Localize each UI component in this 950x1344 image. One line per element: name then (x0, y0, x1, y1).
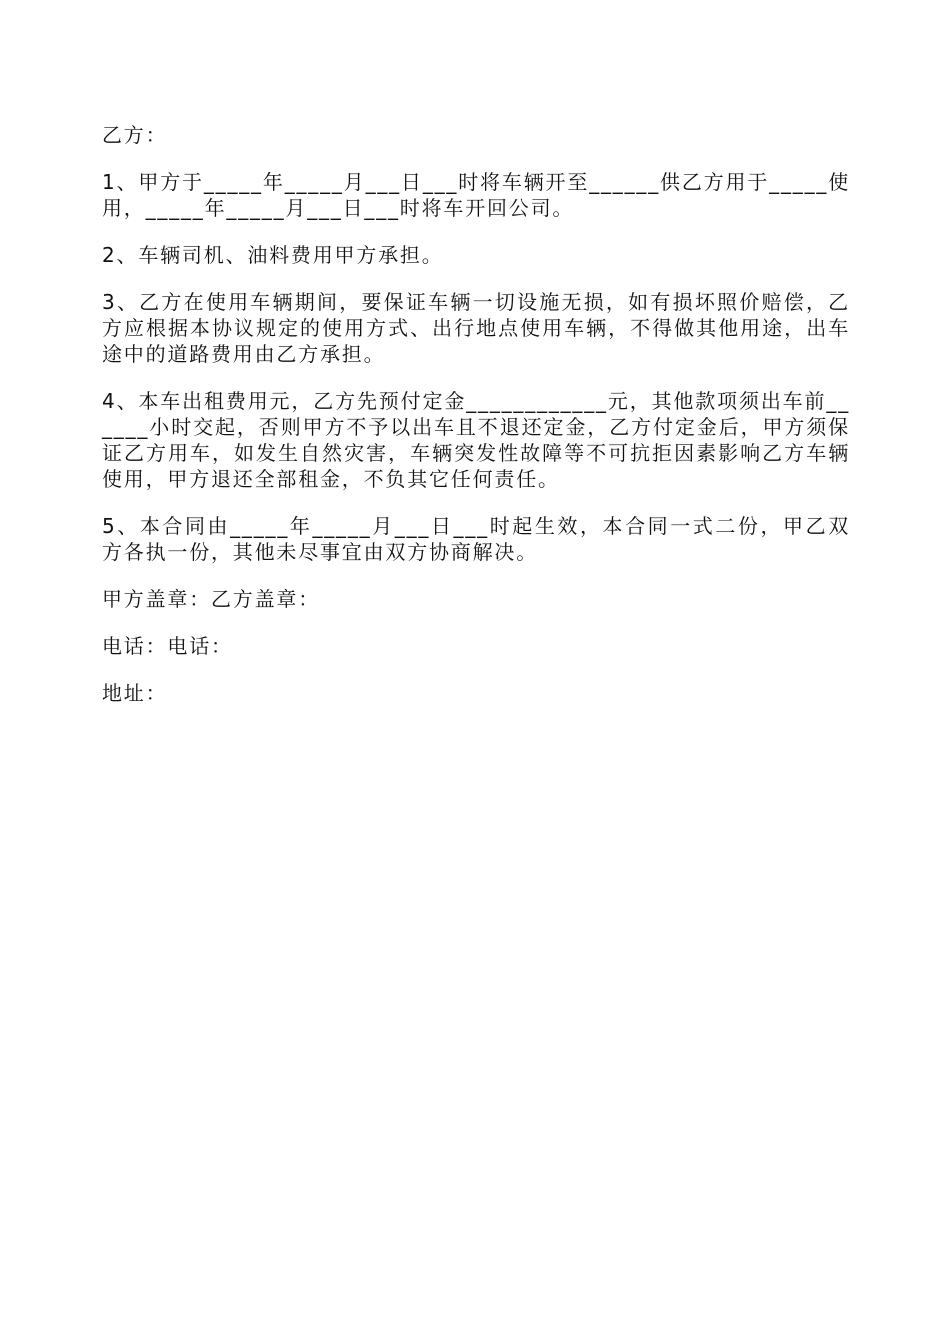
seals-line: 甲方盖章：乙方盖章： (102, 587, 320, 611)
clause-4: 4、本车出租费用元，乙方先预付定金____________元，其他款项须出车前______小时交起，否则甲方不予以出车且不退还定金，乙方付定金后，甲方须保证乙方用车，如发生自然灾害，车辆突发性故障等不可抗拒因素影响乙方车辆使用，甲方退还全部租金，不负其它任何责任。 (102, 389, 850, 491)
contract-body (102, 122, 850, 727)
clause-3: 3、乙方在使用车辆期间，要保证车辆一切设施无损，如有损坏照价赔偿，乙方应根据本协议规定的使用方式、出行地点使用车辆，不得做其他用途，出车途中的道路费用由乙方承担。 (102, 290, 850, 366)
clause-1: 1、甲方于_____年_____月___日___时将车辆开至______供乙方用于_____使用，_____年_____月___日___时将车开回公司。 (102, 170, 850, 220)
party-b-label: 乙方： (102, 123, 168, 147)
address-line: 地址： (102, 681, 168, 705)
phone-line: 电话：电话： (102, 634, 233, 658)
clause-2: 2、车辆司机、油料费用甲方承担。 (102, 243, 444, 267)
clause-5: 5、本合同由_____年_____月___日___时起生效，本合同一式二份，甲乙双方各执一份，其他未尽事宜由双方协商解决。 (102, 514, 850, 564)
